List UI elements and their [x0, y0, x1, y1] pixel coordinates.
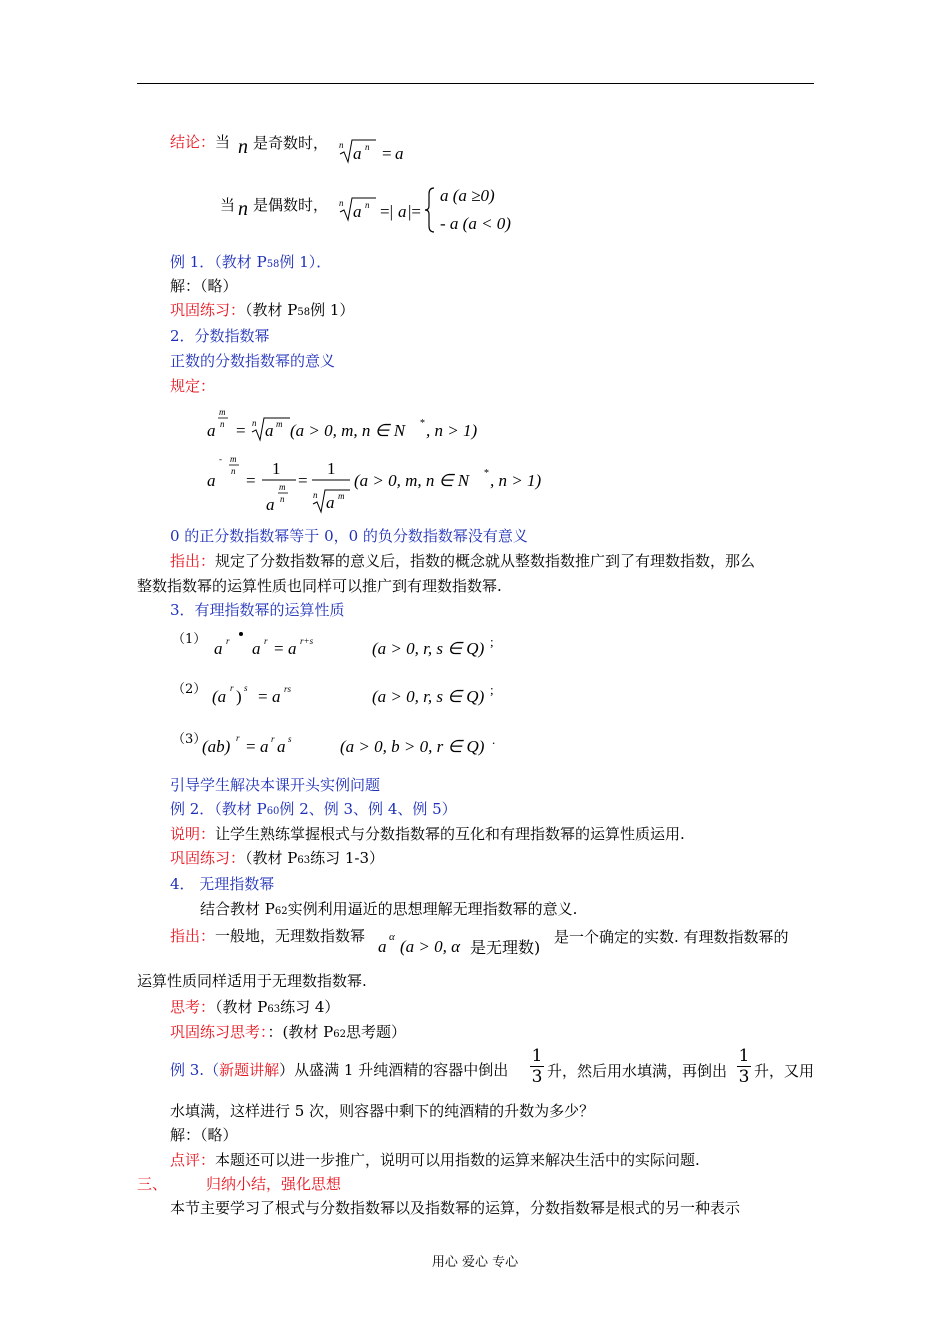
var-n-odd: n — [238, 136, 248, 158]
svg-text:r+s: r+s — [300, 636, 314, 646]
svg-text:n: n — [313, 490, 318, 500]
point-2-line-1 — [170, 926, 365, 946]
svg-text:=|: =| — [380, 202, 393, 221]
svg-text:a: a — [395, 144, 404, 163]
svg-text:n: n — [252, 418, 257, 428]
comment-label: 点评： — [170, 1151, 216, 1169]
svg-text:s: s — [288, 734, 292, 744]
svg-text:a: a — [252, 639, 261, 658]
think-sub: 63 — [267, 1004, 281, 1015]
formula-negative-fraction — [200, 452, 560, 518]
svg-text:(a > 0, r, s ∈ Q): (a > 0, r, s ∈ Q) — [372, 639, 485, 658]
ex3-text2: 升，然后用水填满，再倒出 — [547, 1062, 728, 1080]
svg-text:a: a — [353, 202, 362, 221]
sec4-sub: 62 — [274, 906, 288, 917]
point-2-line-2: 运算性质同样适用于无理数指数幂. — [137, 972, 367, 990]
svg-text:1: 1 — [327, 459, 336, 478]
example-2 — [170, 799, 457, 822]
svg-text:=: = — [236, 421, 246, 440]
svg-text:.: . — [492, 732, 496, 747]
svg-text:|=: |= — [408, 202, 421, 221]
svg-text:a: a — [277, 737, 286, 756]
property-3-label: （3） — [172, 732, 207, 747]
ex3-tag: 新题讲解 — [219, 1061, 280, 1079]
point1-text1: 规定了分数指数幂的意义后，指数的概念就从整数指数推广到了有理数指数，那么 — [215, 552, 756, 570]
svg-text:a: a — [326, 493, 335, 512]
ex3-text1: ）从盛满 1 升纯酒精的容器中倒出 — [279, 1061, 509, 1079]
rule-label: 规定： — [170, 377, 216, 395]
svg-text:*: * — [484, 468, 489, 479]
fraction-one-third-2 — [737, 1047, 751, 1086]
practice-2 — [170, 848, 384, 871]
svg-text:, n > 1): , n > 1) — [426, 421, 478, 440]
ex1-rest: 例 1）． — [279, 253, 332, 271]
practice1-post: 例 1） — [310, 301, 355, 319]
svg-text:=: = — [382, 144, 392, 163]
svg-text:a: a — [214, 639, 223, 658]
conclusion-label: 结论： — [170, 133, 216, 151]
svg-text:n: n — [339, 140, 344, 150]
think-pre: （教材 P — [215, 998, 268, 1016]
property-1-label: （1） — [172, 632, 207, 647]
svg-text:a: a — [266, 495, 275, 514]
point2-post: 是一个确定的实数. 有理数指数幂的 — [554, 928, 789, 946]
point-1-line-1 — [170, 551, 755, 571]
svg-text:s: s — [244, 683, 248, 693]
practice-1 — [170, 300, 354, 323]
ex1-sub: 58 — [266, 259, 280, 270]
explain-text: 让学生熟练掌握根式与分数指数幂的互化和有理指数幂的运算性质运用. — [215, 825, 685, 843]
svg-text:r: r — [226, 636, 230, 646]
svg-text:, n > 1): , n > 1) — [490, 471, 542, 490]
section-4-title: 4． 无理指数幂 — [170, 875, 275, 893]
svg-text:a: a — [260, 737, 269, 756]
practice3-pre: ：(教材 P — [267, 1023, 334, 1041]
fraction-one-third-1 — [530, 1047, 544, 1086]
practice1-sub: 58 — [297, 307, 311, 318]
svg-text:(a > 0, m, n ∈ N: (a > 0, m, n ∈ N — [354, 471, 470, 490]
point1-label: 指出： — [170, 552, 216, 570]
svg-text:r: r — [271, 734, 275, 744]
practice3-label: 巩固练习思考： — [170, 1023, 268, 1041]
summary: 本节主要学习了根式与分数指数幂以及指数幂的运算，分数指数幂是根式的另一种表示 — [170, 1199, 741, 1217]
svg-text:n: n — [339, 198, 344, 208]
svg-text:(a: (a — [212, 687, 227, 706]
odd-suffix: 是奇数时， — [253, 134, 329, 152]
svg-text:(a > 0, α: (a > 0, α — [400, 937, 461, 956]
guide-text: 引导学生解决本课开头实例问题 — [170, 776, 381, 794]
even-prefix: 当 — [220, 196, 236, 214]
section-three-title: 归纳小结，强化思想 — [206, 1175, 342, 1193]
svg-text:=: = — [246, 471, 256, 490]
point2-pre: 一般地，无理数指数幂 — [215, 927, 366, 945]
practice2-sub: 63 — [297, 855, 311, 866]
svg-text:*: * — [420, 418, 425, 429]
practice2-post: 练习 1-3） — [310, 849, 385, 867]
ex1-label: 例 1．（教材 P — [170, 253, 267, 271]
svg-text:(a > 0, r, s ∈ Q): (a > 0, r, s ∈ Q) — [372, 687, 485, 706]
example-3-line-2: 水填满，这样进行 5 次，则容器中剩下的纯酒精的升数为多少？ — [170, 1102, 595, 1120]
practice3-sub: 62 — [333, 1029, 346, 1040]
svg-text:=: = — [246, 737, 256, 756]
svg-text:=: = — [298, 471, 308, 490]
point2-label: 指出： — [170, 927, 216, 945]
svg-text:-: - — [219, 454, 222, 464]
svg-text:m: m — [338, 491, 345, 501]
formula-positive-fraction — [200, 402, 500, 446]
svg-text:(a > 0, b > 0, r ∈ Q): (a > 0, b > 0, r ∈ Q) — [340, 737, 485, 756]
svg-text:m: m — [219, 407, 226, 417]
svg-text:n: n — [280, 494, 285, 504]
svg-text:;: ; — [490, 634, 494, 649]
odd-prefix: 当 — [215, 133, 231, 151]
svg-text:a: a — [207, 471, 216, 490]
header-rule — [137, 83, 814, 84]
svg-text:;: ; — [490, 682, 494, 697]
svg-text:α: α — [389, 931, 395, 943]
svg-text:n: n — [365, 142, 370, 152]
practice2-pre: （教材 P — [245, 849, 298, 867]
point2-math-mid: 是无理数) — [470, 938, 541, 957]
ex2-sub: 60 — [266, 806, 280, 817]
svg-text:a: a — [398, 202, 407, 221]
svg-text:a: a — [353, 144, 362, 163]
example-3-line-1 — [170, 1060, 508, 1080]
section-2-title: 2．分数指数幂 — [170, 327, 270, 345]
practice-3 — [170, 1022, 406, 1045]
case-1: a (a ≥0) — [440, 186, 495, 205]
page-footer: 用心 爱心 专心 — [431, 1255, 519, 1270]
practice2-label: 巩固练习： — [170, 849, 246, 867]
svg-text:1: 1 — [272, 459, 281, 478]
svg-text:m: m — [276, 419, 283, 429]
ex2-rest: 例 2、例 3、例 4、例 5） — [279, 800, 457, 818]
svg-text:r: r — [230, 683, 234, 693]
property-2-label: （2） — [172, 682, 207, 697]
frac2-num: 1 — [738, 1046, 750, 1066]
svg-text:a: a — [288, 639, 297, 658]
section-2-subtitle: 正数的分数指数幂的意义 — [170, 352, 336, 370]
svg-text:m: m — [279, 482, 286, 492]
sec4-post: 实例利用逼近的思想理解无理指数幂的意义. — [287, 900, 578, 918]
svg-text:n: n — [220, 419, 225, 429]
svg-text:(a > 0, m, n ∈ N: (a > 0, m, n ∈ N — [290, 421, 406, 440]
example-1 — [170, 252, 331, 275]
practice3-post: 思考题） — [345, 1023, 406, 1041]
svg-text:a: a — [265, 421, 274, 440]
case-2: - a (a < 0) — [440, 214, 511, 233]
explain — [170, 824, 685, 844]
think — [170, 997, 339, 1020]
solution-1: 解：（略） — [170, 277, 238, 295]
conclusion-odd — [170, 132, 230, 152]
svg-text:): ) — [236, 687, 242, 706]
svg-text:=: = — [274, 639, 284, 658]
frac1-num: 1 — [531, 1046, 543, 1066]
ex2-label: 例 2．（教材 P — [170, 800, 267, 818]
explain-label: 说明： — [170, 825, 216, 843]
property-1-formula — [208, 626, 508, 662]
practice1-pre: （教材 P — [245, 301, 298, 319]
practice1-label: 巩固练习： — [170, 301, 246, 319]
svg-text:m: m — [230, 454, 237, 464]
svg-text:r: r — [264, 636, 268, 646]
svg-text:n: n — [231, 466, 236, 476]
svg-text:=: = — [258, 687, 268, 706]
property-3-formula — [198, 728, 508, 762]
irrational-power-formula — [374, 924, 474, 960]
sec4-pre: 结合教材 P — [200, 900, 275, 918]
ex3-text3: 升，又用 — [754, 1062, 815, 1080]
zero-note: 0 的正分数指数幂等于 0，0 的负分数指数幂没有意义 — [170, 527, 528, 545]
think-label: 思考： — [170, 998, 216, 1016]
comment-text: 本题还可以进一步推广，说明可以用指数的运算来解决生活中的实际问题. — [215, 1151, 700, 1169]
svg-text:rs: rs — [284, 684, 292, 694]
section-three-num: 三、 — [137, 1175, 168, 1193]
point-1-line-2: 整数指数幂的运算性质也同样可以推广到有理数指数幂. — [137, 577, 502, 595]
property-2-formula — [208, 678, 508, 712]
svg-text:a: a — [272, 687, 281, 706]
frac1-den: 3 — [531, 1067, 543, 1087]
svg-text:r: r — [236, 733, 240, 743]
solution-3: 解：（略） — [170, 1126, 238, 1144]
even-suffix: 是偶数时， — [253, 196, 329, 214]
section-4-text — [200, 899, 577, 922]
frac2-den: 3 — [738, 1067, 750, 1087]
svg-text:(ab): (ab) — [202, 737, 231, 756]
svg-text:a: a — [207, 421, 216, 440]
svg-text:a: a — [378, 937, 387, 956]
think-post: 练习 4） — [280, 998, 340, 1016]
section-3-title: 3．有理指数幂的运算性质 — [170, 601, 345, 619]
root-formula-odd — [336, 134, 416, 166]
svg-text:n: n — [365, 200, 370, 210]
var-n-even: n — [238, 198, 248, 220]
ex3-label: 例 3.（ — [170, 1061, 220, 1079]
comment — [170, 1150, 700, 1170]
